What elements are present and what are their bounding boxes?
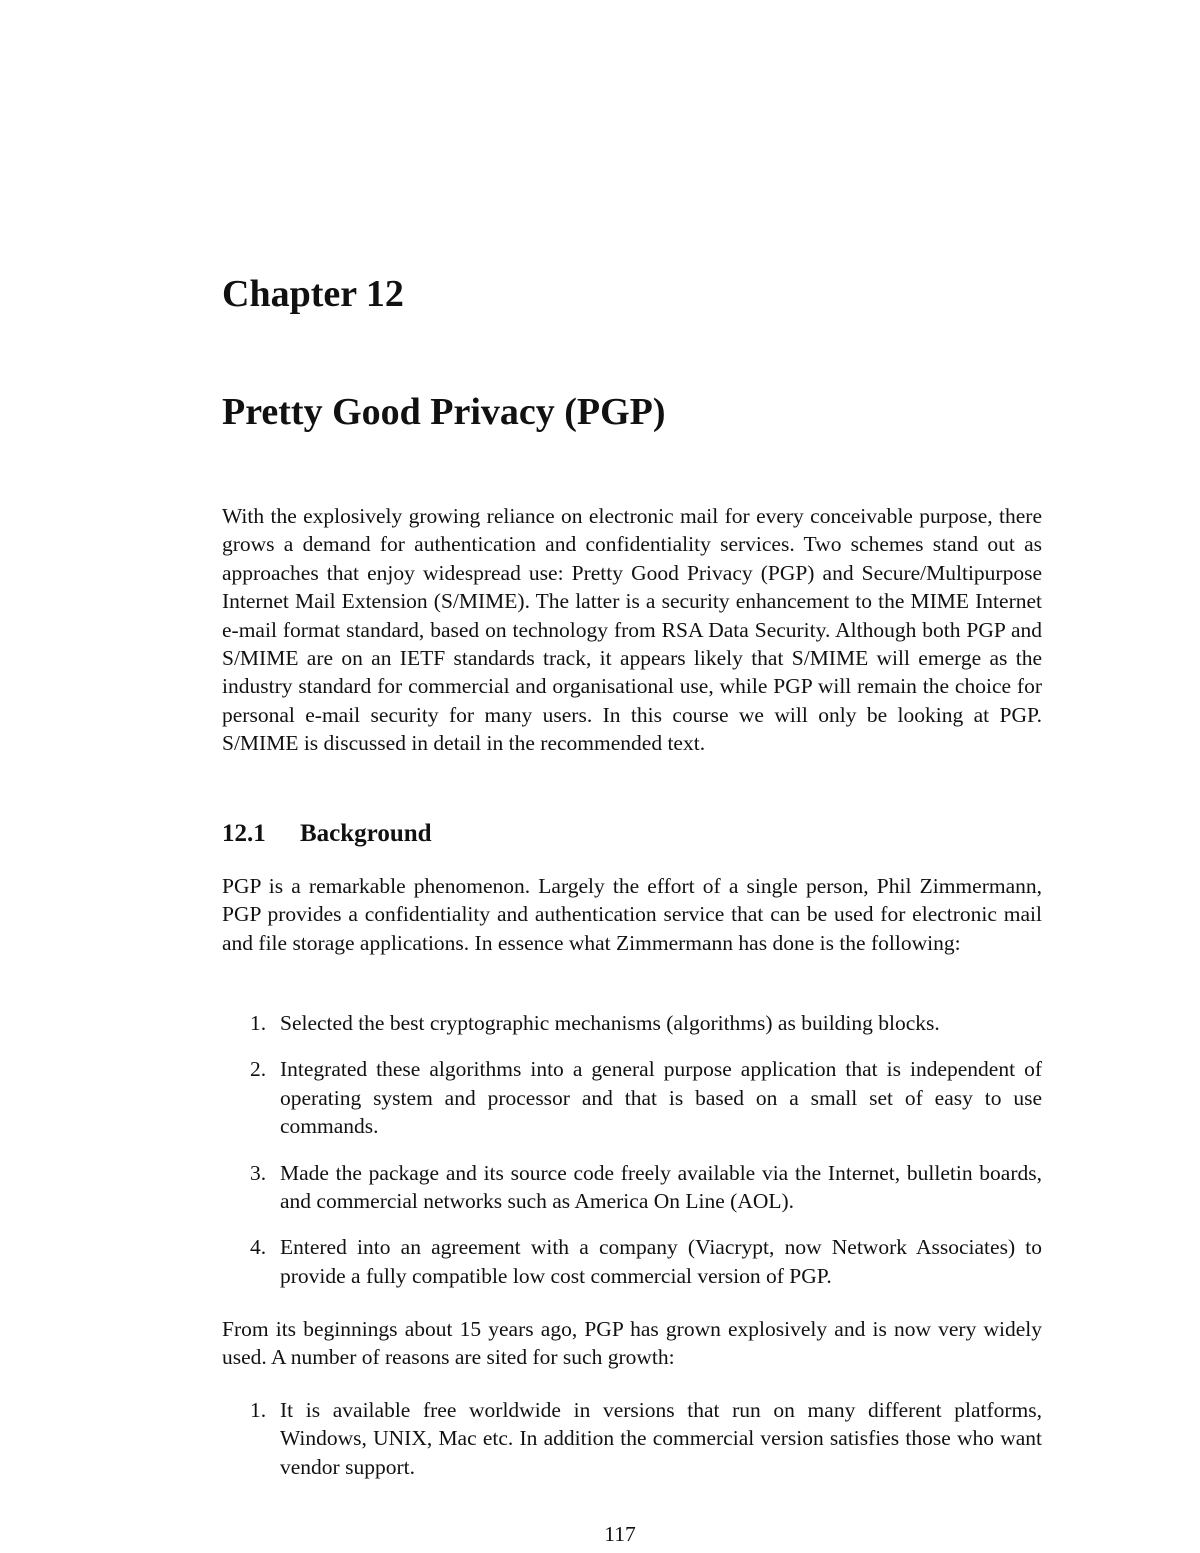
growth-paragraph: From its beginnings about 15 years ago, PGP has grown explosively and is now very widely used. A number of reasons are sited for such growth: <box>222 1317 1042 1370</box>
list-item-text: Selected the best cryptographic mechanisms (algorithms) as building blocks. <box>280 1011 940 1035</box>
list-item <box>222 1233 1042 1290</box>
chapter-label: Chapter 12 <box>222 273 404 315</box>
intro-paragraph: With the explosively growing reliance on electronic mail for every conceivable purpose, there grows a demand for authentication and confidentiality services. Two schemes stand out as approaches that enjoy widespread use: Pretty Good Privacy (PGP) and Secure/Multipurpose Internet Mail Extension (S/MIME). The latter is a security enhancement to the MIME Internet e-mail format standard, based on technology from RSA Data Security. Although both PGP and S/MIME are on an IETF standards track, it appears likely that S/MIME will emerge as the industry standard for commercial and organisational use, while PGP will remain the choice for personal e-mail security for many users. In this course we will only be looking at PGP. S/MIME is discussed in detail in the recommended text. <box>222 504 1042 756</box>
background-paragraph: PGP is a remarkable phenomenon. Largely the effort of a single person, Phil Zimmermann, PGP provides a confidentiality and authentication service that can be used for electronic mail and file storage applications. In essence what Zimmermann has done is the following: <box>222 874 1042 955</box>
reasons-list <box>222 1396 1042 1481</box>
list-item <box>222 1396 1042 1481</box>
section-heading <box>222 817 432 851</box>
chapter-title: Pretty Good Privacy (PGP) <box>222 391 666 433</box>
page-number: 117 <box>604 1522 636 1546</box>
list-item <box>222 1055 1042 1140</box>
list-marker: 3. <box>250 1160 267 1185</box>
list-item-text: Entered into an agreement with a company (Viacrypt, now Network Associates) to provide a fully compatible low cost commercial version of PGP. <box>280 1235 1042 1288</box>
list-marker: 2. <box>250 1057 267 1082</box>
list-item-text: Made the package and its source code freely available via the Internet, bulletin boards, and commercial networks such as America On Line (AOL). <box>280 1160 1042 1214</box>
list-marker: 4. <box>250 1235 267 1260</box>
list-item-text: It is available free worldwide in versions that run on many different platforms, Windows, UNIX, Mac etc. In addition the commercial version satisfies those who want vendor support. <box>280 1398 1042 1479</box>
list-marker: 1. <box>250 1011 267 1035</box>
section-title: Background <box>300 820 432 847</box>
steps-list <box>222 1009 1042 1290</box>
list-item-text: Integrated these algorithms into a general purpose application that is independent of operating system and processor and that is based on a small set of easy to use commands. <box>280 1057 1042 1139</box>
list-item <box>222 1009 1042 1037</box>
section-number: 12.1 <box>222 820 266 847</box>
list-marker: 1. <box>250 1398 267 1422</box>
list-item <box>222 1159 1042 1216</box>
